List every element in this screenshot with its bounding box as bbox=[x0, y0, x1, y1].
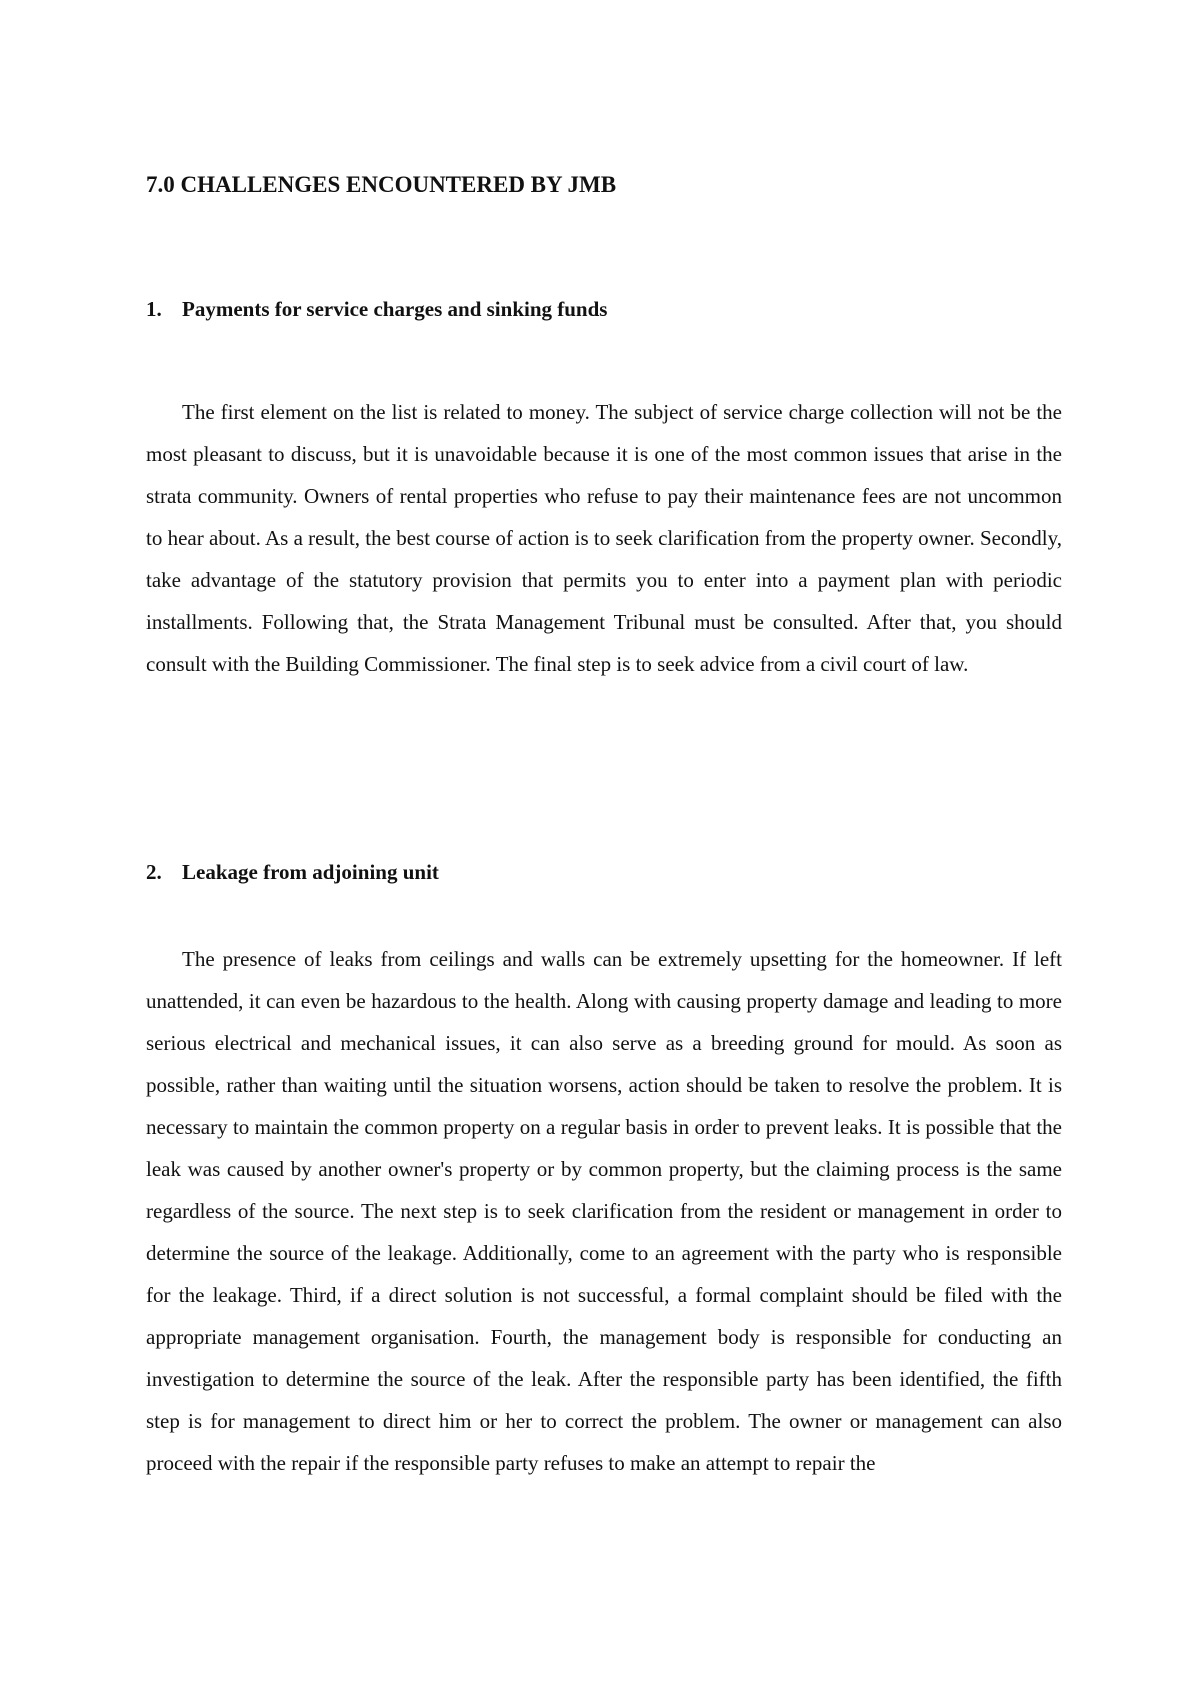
section-paragraph-payments: The first element on the list is related to money. The subject of service charge collection will not be the most pleasant to discuss, but it is unavoidable because it is one of the most common issues that arise in the strata community. Owners of rental properties who refuse to pay their maintenance fees are not uncommon to hear about. As a result, the best course of action is to seek clarification from the property owner. Secondly, take advantage of the statutory provision that permits you to enter into a payment plan with periodic installments. Following that, the Strata Management Tribunal must be consulted. After that, you should consult with the Building Commissioner. The final step is to seek advice from a civil court of law. bbox=[146, 400, 1062, 676]
section-heading-text: Payments for service charges and sinking funds bbox=[182, 297, 608, 321]
section-heading-text: Leakage from adjoining unit bbox=[182, 860, 439, 884]
section-number: 2. bbox=[146, 860, 162, 884]
section-paragraph-leakage: The presence of leaks from ceilings and walls can be extremely upsetting for the homeowner. If left unattended, it can even be hazardous to the health. Along with causing property damage and leading to more serious electrical and mechanical issues, it can also serve as a breeding ground for mould. As soon as possible, rather than waiting until the situation worsens, action should be taken to resolve the problem. It is necessary to maintain the common property on a regular basis in order to prevent leaks. It is possible that the leak was caused by another owner's property or by common property, but the claiming process is the same regardless of the source. The next step is to seek clarification from the resident or management in order to determine the source of the leakage. Additionally, come to an agreement with the party who is responsible for the leakage. Third, if a direct solution is not successful, a formal complaint should be filed with the appropriate management organisation. Fourth, the management body is responsible for conducting an investigation to determine the source of the leak. After the responsible party has been identified, the fifth step is for management to direct him or her to correct the problem. The owner or management can also proceed with the repair if the responsible party refuses to make an attempt to repair the bbox=[146, 947, 1062, 1475]
section-heading-payments bbox=[146, 295, 608, 323]
section-number: 1. bbox=[146, 297, 162, 321]
page-title: 7.0 CHALLENGES ENCOUNTERED BY JMB bbox=[146, 172, 617, 197]
section-heading-leakage bbox=[146, 858, 439, 886]
